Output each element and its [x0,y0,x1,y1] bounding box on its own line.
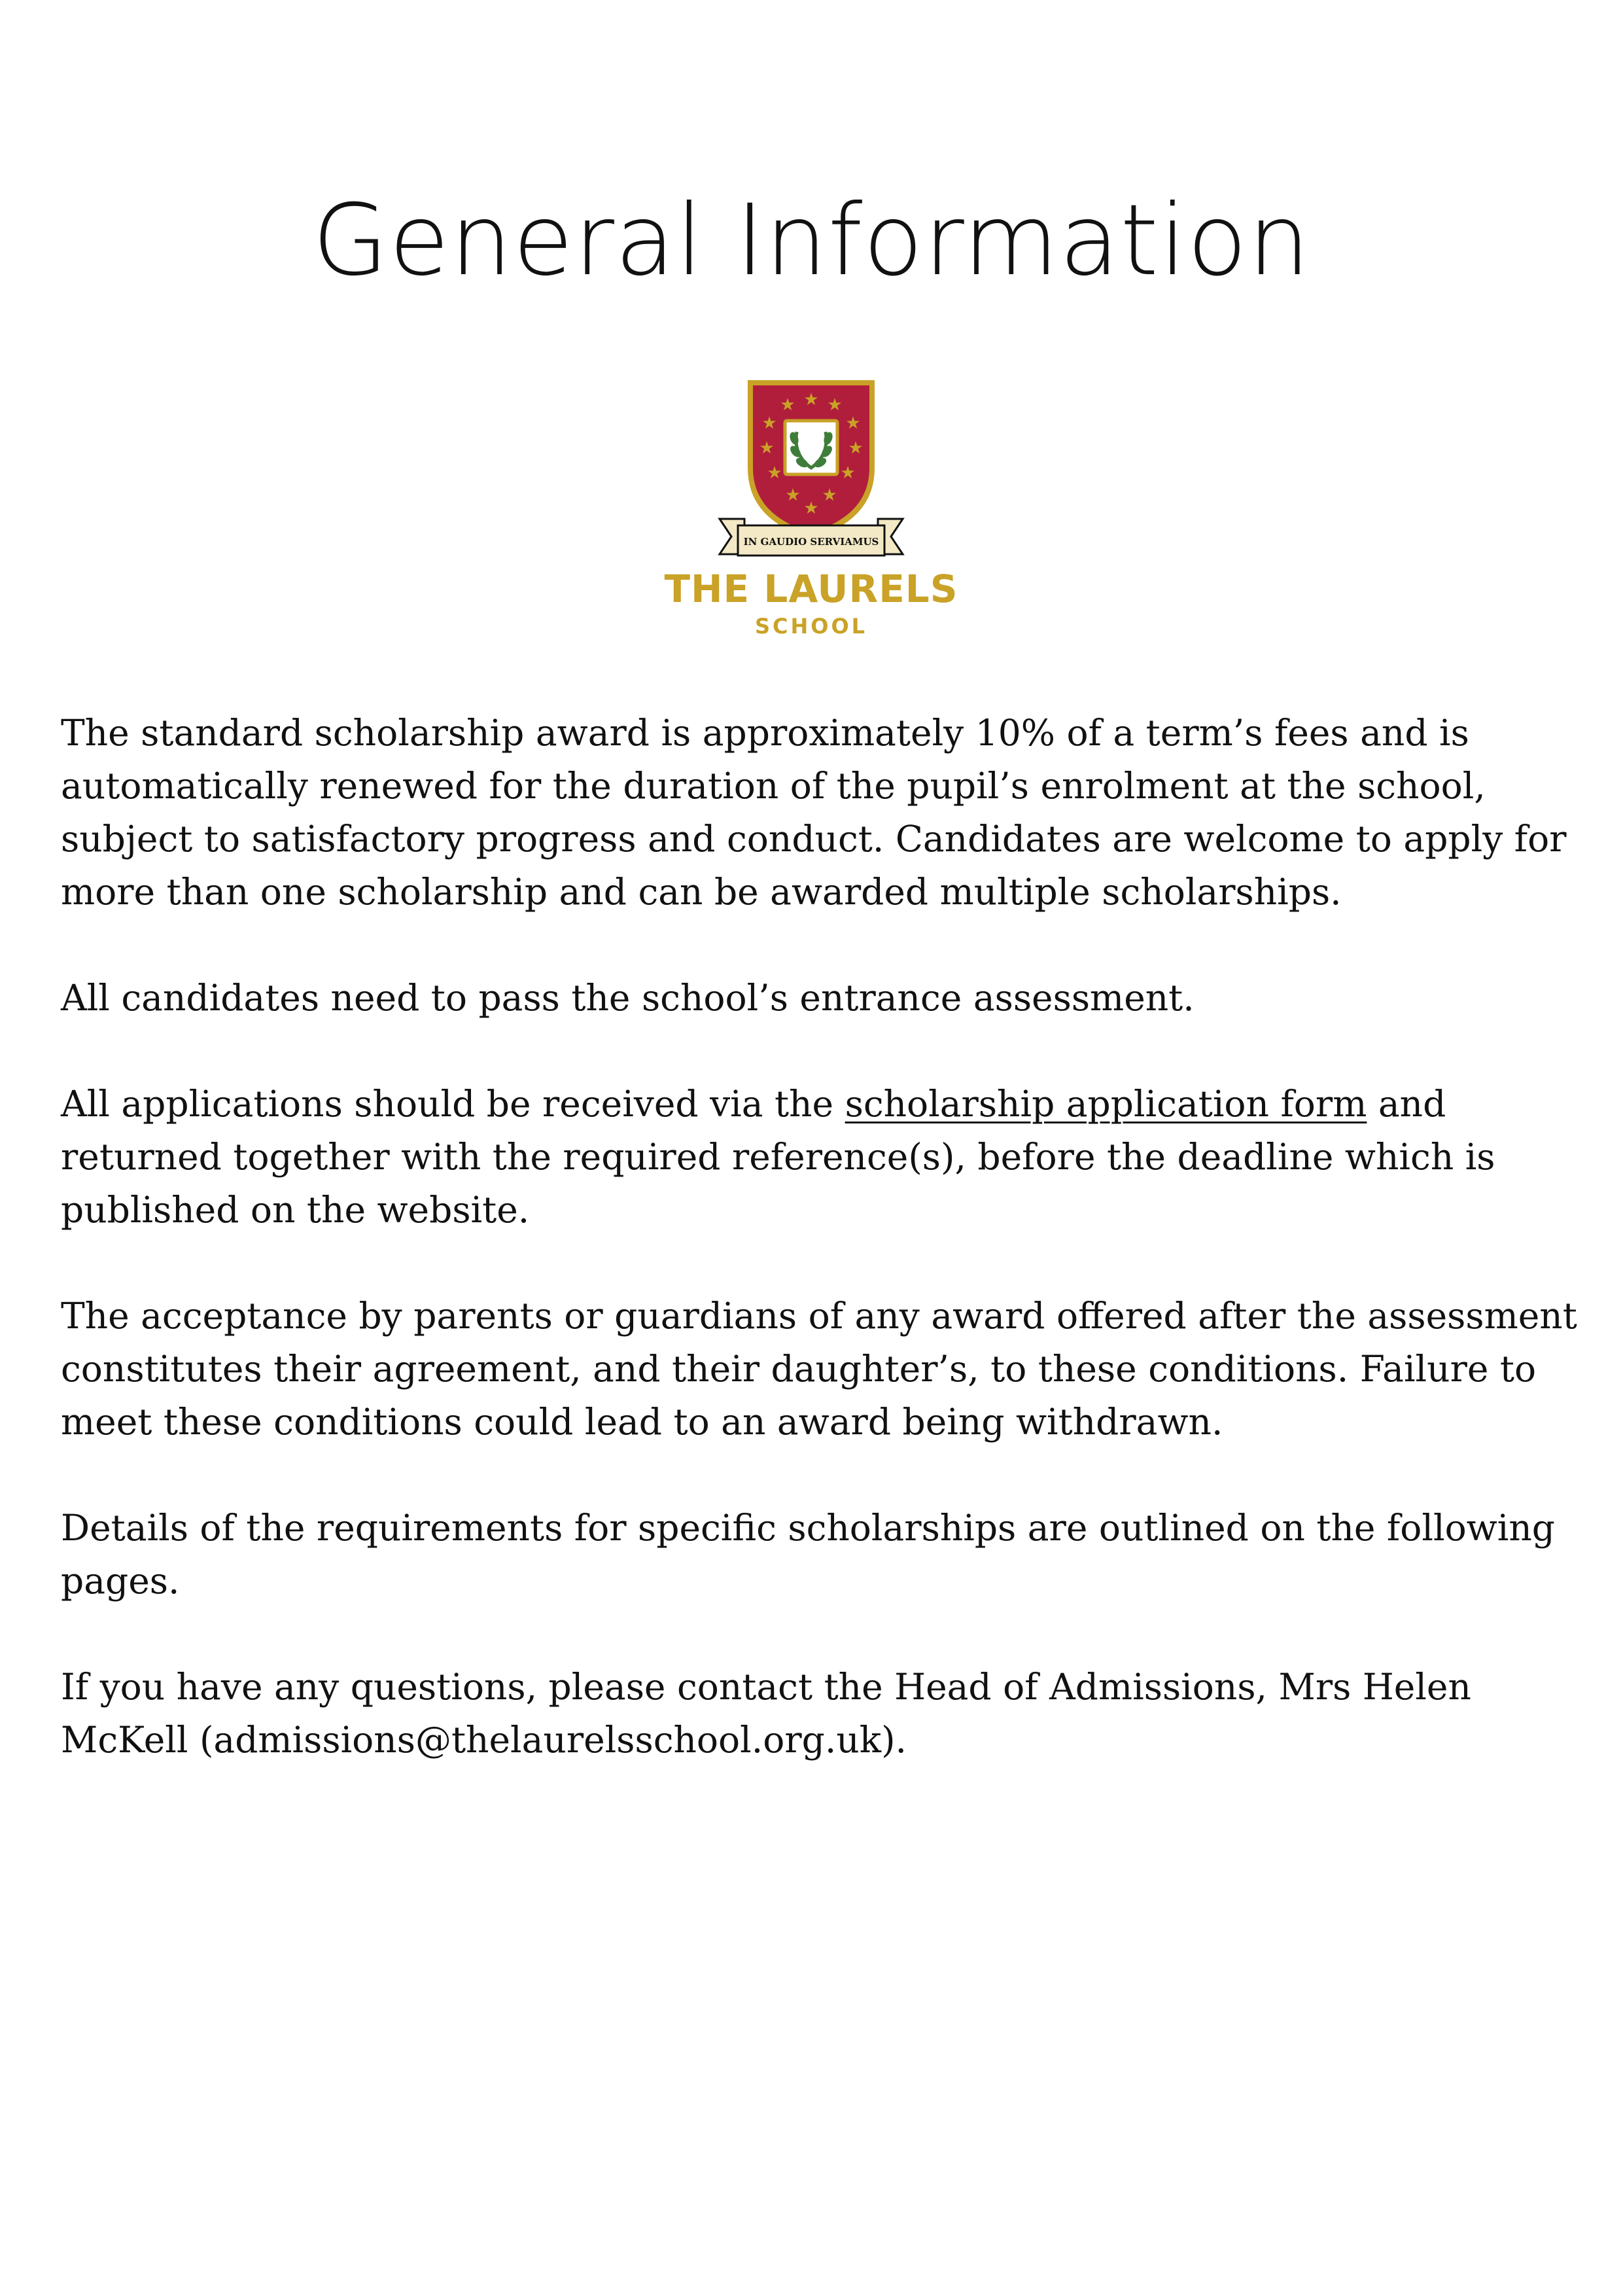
paragraph-applications [61,1078,1605,1237]
svg-text:★: ★ [827,395,843,415]
svg-text:★: ★ [803,390,819,410]
svg-text:★: ★ [840,463,856,483]
svg-text:★: ★ [780,395,795,415]
logo-school-subtitle: SCHOOL [754,614,868,639]
svg-text:★: ★ [761,414,777,433]
svg-text:★: ★ [822,486,837,505]
scholarship-application-form-link[interactable]: scholarship application form [845,1083,1367,1125]
svg-text:★: ★ [785,486,801,505]
applications-text-after: and returned together with the required reference(s), before the deadline which is published on the website. [61,1083,1495,1231]
paragraph-contact: If you have any questions, please contact the Head of Admissions, Mrs Helen McKell (admissions@thelaurelsschool.org.uk). [61,1666,1471,1761]
svg-text:★: ★ [759,438,775,458]
svg-text:★: ★ [848,438,864,458]
logo-motto: IN GAUDIO SERVIAMUS [743,536,879,548]
logo-school-name: THE LAURELS [664,567,958,611]
school-logo [654,376,968,651]
applications-text-before: All applications should be received via the [61,1083,845,1125]
page-title: General Information [312,184,1311,298]
school-crest-icon [654,376,968,566]
svg-text:★: ★ [803,499,819,518]
body-content [61,707,1605,1820]
svg-text:★: ★ [845,414,861,433]
svg-text:★: ★ [767,463,782,483]
paragraph-award: The standard scholarship award is approximately 10% of a term’s fees and is automatically renewed for the duration of the pupil’s enrolment at the school, subject to satisfactory progress and conduct. Candidates are welcome to apply for more than one scholarship and can be awarded multiple scholarships. [61,712,1567,913]
paragraph-details: Details of the requirements for specific scholarships are outlined on the following pages. [61,1507,1555,1602]
paragraph-acceptance: The acceptance by parents or guardians of any award offered after the assessment constitutes their agreement, and their daughter’s, to these conditions. Failure to meet these conditions could lead to an award being withdrawn. [61,1295,1577,1443]
paragraph-assessment: All candidates need to pass the school’s entrance assessment. [61,977,1195,1019]
